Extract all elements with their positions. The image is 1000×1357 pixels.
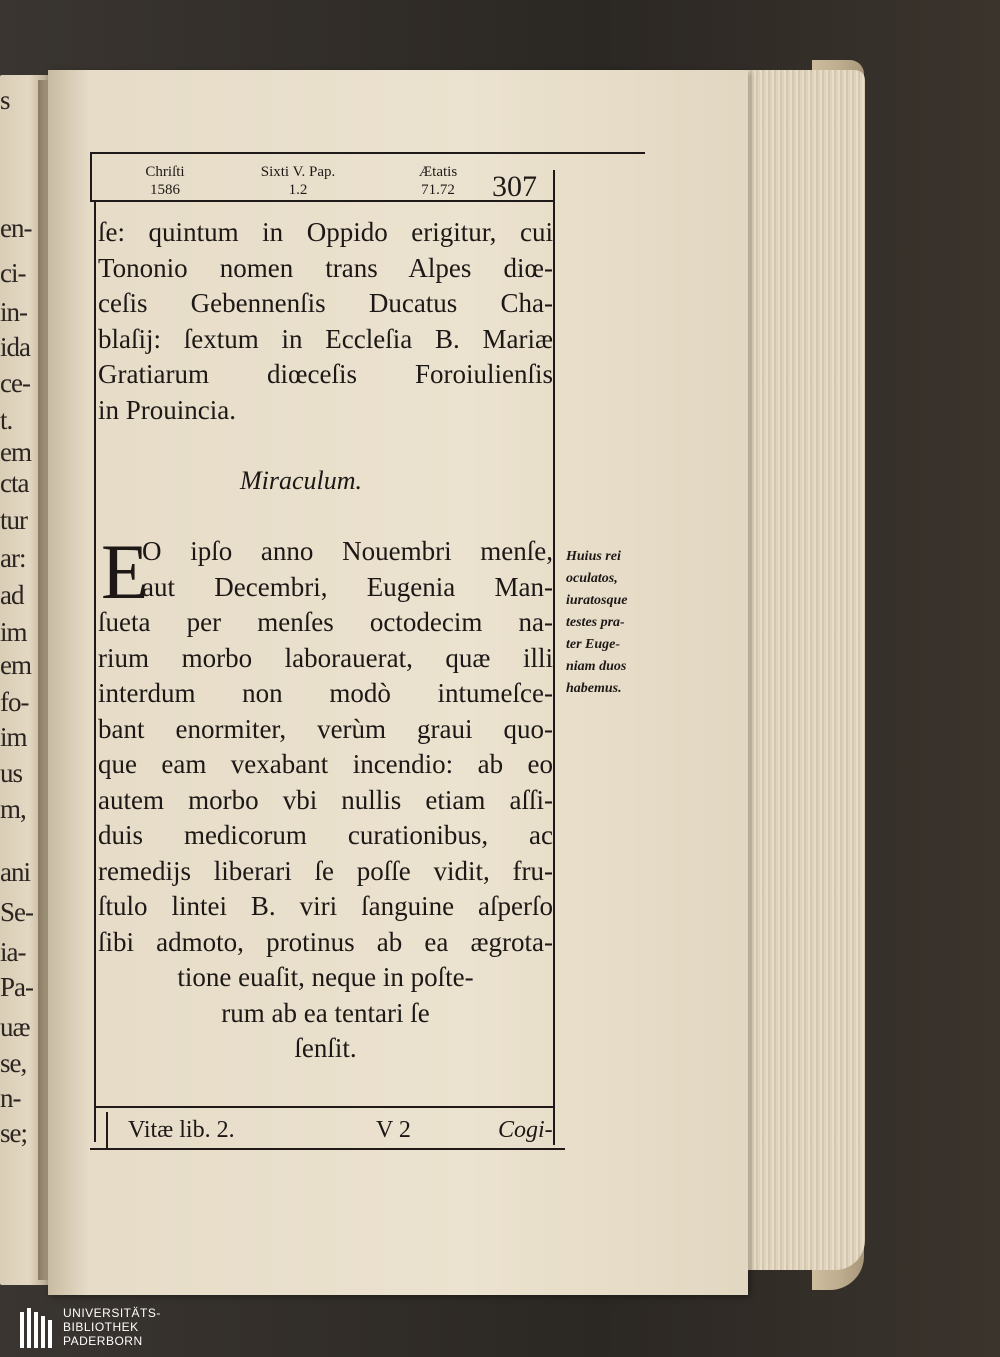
page-edges (735, 70, 865, 1270)
footer-catchword: Cogi- (498, 1117, 553, 1143)
header-label: Chriſti (145, 164, 185, 180)
facing-page-fragment: ad (0, 580, 24, 610)
facing-page-fragment: im (0, 617, 27, 647)
drop-cap: E (101, 528, 149, 615)
marginal-note-line: oculatos, (566, 571, 618, 586)
marginal-note-line: iuratosque (566, 593, 628, 608)
text-line: Tononio nomen trans Alpes diœ- (98, 252, 553, 283)
library-watermark (63, 1306, 161, 1348)
facing-page-fragment: s (0, 85, 10, 115)
section-heading: Miraculum. (240, 466, 363, 495)
marginal-note-line: testes pra- (566, 615, 625, 630)
footer-signature-mark: V 2 (376, 1117, 411, 1143)
text-line: rum ab ea tentari ſe (221, 997, 430, 1028)
facing-page-fragment: uæ (0, 1012, 30, 1042)
header-col-aetatis (398, 163, 478, 199)
facing-page-fragment: em (0, 650, 31, 680)
paragraph-1 (98, 215, 553, 428)
facing-page-fragment: Pa- (0, 972, 33, 1002)
header-col-christi (130, 163, 200, 199)
facing-page-fragment: ar: (0, 543, 26, 573)
watermark-line: PADERBORN (63, 1334, 143, 1348)
facing-page-fragment: us (0, 758, 23, 788)
text-line: aut Decembri, Eugenia Man- (142, 571, 553, 602)
text-line: ceſis Gebennenſis Ducatus Cha- (98, 288, 553, 318)
facing-page-fragment: n- (0, 1083, 21, 1113)
text-line: duis medicorum curationibus, ac (98, 820, 553, 850)
header-label: Ætatis (418, 164, 458, 180)
facing-page-fragment: ani (0, 857, 30, 887)
page-number: 307 (492, 170, 537, 203)
header-rule-bottom (92, 200, 555, 202)
text-line: bant enormiter, verùm graui quo- (98, 713, 553, 744)
facing-page-fragment: em (0, 437, 31, 467)
facing-page-fragment: im (0, 722, 27, 752)
facing-page-fragment: Se- (0, 897, 33, 927)
header-value: 71.72 (421, 182, 455, 198)
facing-page-fragment: t. (0, 405, 13, 435)
library-logo-icon (18, 1306, 58, 1350)
text-line: interdum non modò intumeſce- (98, 678, 553, 708)
facing-page-fragment: en- (0, 213, 32, 243)
frame-inner-left-rule (94, 202, 96, 1142)
watermark-line: UNIVERSITÄTS- (63, 1306, 161, 1320)
text-line: in Prouincia. (98, 394, 236, 425)
marginal-note-line: ter Euge- (566, 637, 621, 652)
header-rule-top (90, 152, 645, 154)
header-col-sixti (238, 163, 358, 199)
facing-page-fragment: ia- (0, 937, 26, 967)
facing-page-fragment: in- (0, 297, 27, 327)
marginal-note-line: niam duos (566, 659, 627, 674)
text-line: ſe: quintum in Oppido erigitur, cui (98, 217, 553, 247)
frame-right-rule (553, 170, 555, 1145)
text-line: ſueta per menſes octodecim na- (98, 607, 553, 637)
footer-rule (90, 1148, 565, 1150)
text-line: blaſij: ſextum in Eccleſia B. Mariæ (98, 323, 553, 354)
frame-bottom-rule (94, 1106, 555, 1108)
header-value: 1.2 (288, 182, 308, 198)
marginal-note-line: habemus. (566, 681, 622, 696)
watermark-line: BIBLIOTHEK (63, 1320, 139, 1334)
facing-page-fragment: ida (0, 332, 30, 362)
paragraph-2 (98, 528, 553, 1067)
text-line: autem morbo vbi nullis etiam aſſi- (98, 784, 553, 815)
text-line: ſibi admoto, protinus ab ea ægrota- (98, 926, 553, 957)
marginal-note (566, 546, 656, 700)
text-line: ſtulo lintei B. viri ſanguine aſperſo (98, 891, 553, 921)
footer-running-title: Vitæ lib. 2. (128, 1117, 235, 1143)
marginal-note-line: Huius rei (566, 549, 621, 564)
text-line: ſenſit. (294, 1033, 357, 1063)
facing-page-fragment: m, (0, 794, 26, 824)
header-value: 1586 (150, 182, 180, 198)
text-line: O ipſo anno Nouembri menſe, (142, 536, 553, 566)
text-line: rium morbo laborauerat, quæ illi (98, 642, 553, 673)
facing-page-fragment: cta (0, 468, 29, 498)
facing-page-fragment: fo- (0, 687, 29, 717)
facing-page-fragment: se, (0, 1048, 27, 1078)
frame-left-rule (90, 152, 92, 202)
text-line: que eam vexabant incendio: ab eo (98, 749, 553, 779)
text-line: tione euaſit, neque in poſte- (177, 962, 474, 992)
facing-page-fragment: se; (0, 1118, 27, 1148)
facing-page-fragment: ce- (0, 368, 30, 398)
header-label: Sixti V. Pap. (260, 164, 336, 180)
text-line: remedijs liberari ſe poſſe vidit, fru- (98, 855, 553, 886)
text-line: Gratiarum diœceſis Foroiulienſis (98, 359, 553, 389)
facing-page-fragment: ci- (0, 258, 26, 288)
facing-page-fragment: tur (0, 505, 27, 535)
footer-left-rule (106, 1112, 108, 1148)
